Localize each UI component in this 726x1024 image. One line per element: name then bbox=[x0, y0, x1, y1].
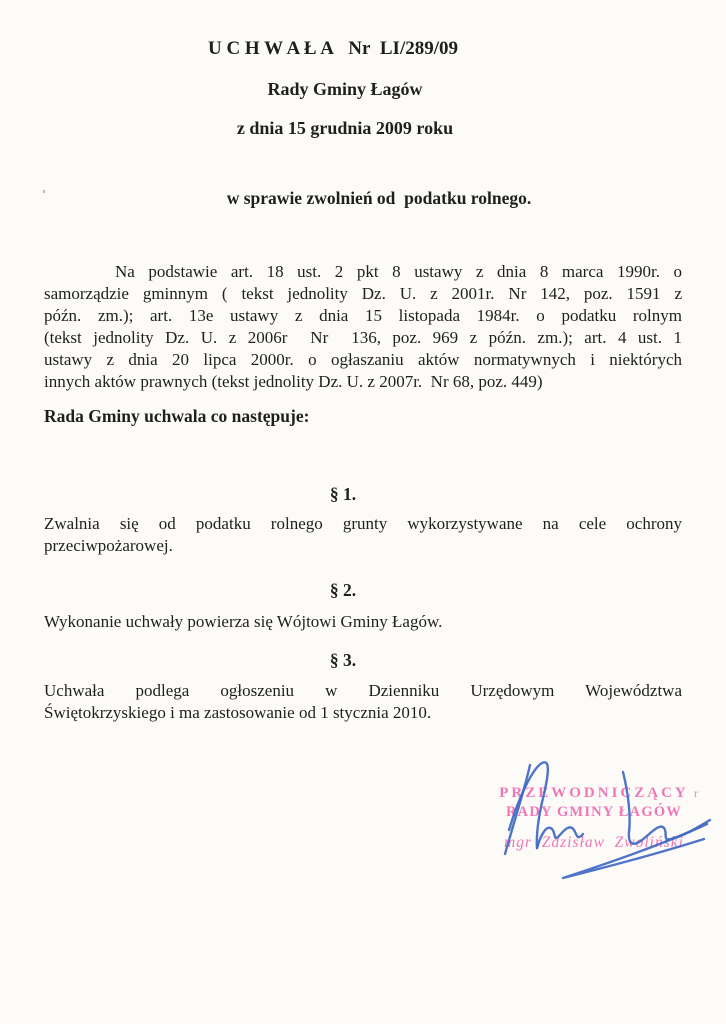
stamp-title: PRZEWODNICZĄCY bbox=[499, 785, 689, 801]
section-2-heading: § 2. bbox=[329, 580, 357, 600]
document-title: U C H W A Ł A Nr LI/289/09 bbox=[207, 38, 459, 59]
stamp-signer-name: mgr Zdzisław Zwoliński bbox=[504, 834, 684, 851]
resolution-intro: Rada Gminy uchwala co następuje: bbox=[44, 406, 310, 426]
text-line: Na podstawie art. 18 ust. 2 pkt 8 ustawy z dnia 8 marca 1990r. o bbox=[115, 262, 682, 281]
section-1-heading: § 1. bbox=[329, 484, 357, 504]
text-line: przeciwpożarowej. bbox=[44, 536, 173, 555]
issuing-body: Rady Gminy Łagów bbox=[267, 79, 423, 99]
official-stamp bbox=[494, 784, 694, 852]
text-line: (tekst jednolity Dz. U. z 2006r Nr 136, poz. 969 z późn. zm.); art. 4 ust. 1 bbox=[44, 328, 682, 347]
text-line: samorządzie gminnym ( tekst jednolity Dz. U. z 2001r. Nr 142, poz. 1591 z bbox=[44, 284, 682, 303]
stamp-edge-mark: r bbox=[694, 786, 698, 800]
text-line: późn. zm.); art. 13e ustawy z dnia 15 listopada 1984r. o podatku rolnym bbox=[44, 306, 682, 325]
section-1-text bbox=[44, 513, 682, 557]
scan-artifact-speck bbox=[43, 190, 45, 193]
text-line: Świętokrzyskiego i ma zastosowanie od 1 stycznia 2010. bbox=[44, 703, 432, 722]
section-3-text bbox=[44, 680, 682, 724]
stamp-body-name: RADY GMINY ŁAGÓW bbox=[505, 804, 682, 820]
text-line: Zwalnia się od podatku rolnego grunty wykorzystywane na cele ochrony bbox=[44, 514, 682, 533]
document-date: z dnia 15 grudnia 2009 roku bbox=[236, 118, 454, 138]
text-line: innych aktów prawnych (tekst jednolity Dz. U. z 2007r. Nr 68, poz. 449) bbox=[44, 372, 543, 391]
section-3-heading: § 3. bbox=[329, 650, 357, 670]
section-2-text bbox=[44, 611, 682, 633]
text-line: ustawy z dnia 20 lipca 2000r. o ogłaszaniu aktów normatywnych i niektórych bbox=[44, 350, 682, 369]
text-line: Uchwała podlega ogłoszeniu w Dzienniku Urzędowym Województwa bbox=[44, 681, 682, 700]
text-line: Wykonanie uchwały powierza się Wójtowi Gminy Łagów. bbox=[44, 612, 443, 631]
document-subject: w sprawie zwolnień od podatku rolnego. bbox=[226, 188, 532, 208]
legal-basis-paragraph bbox=[44, 261, 682, 393]
